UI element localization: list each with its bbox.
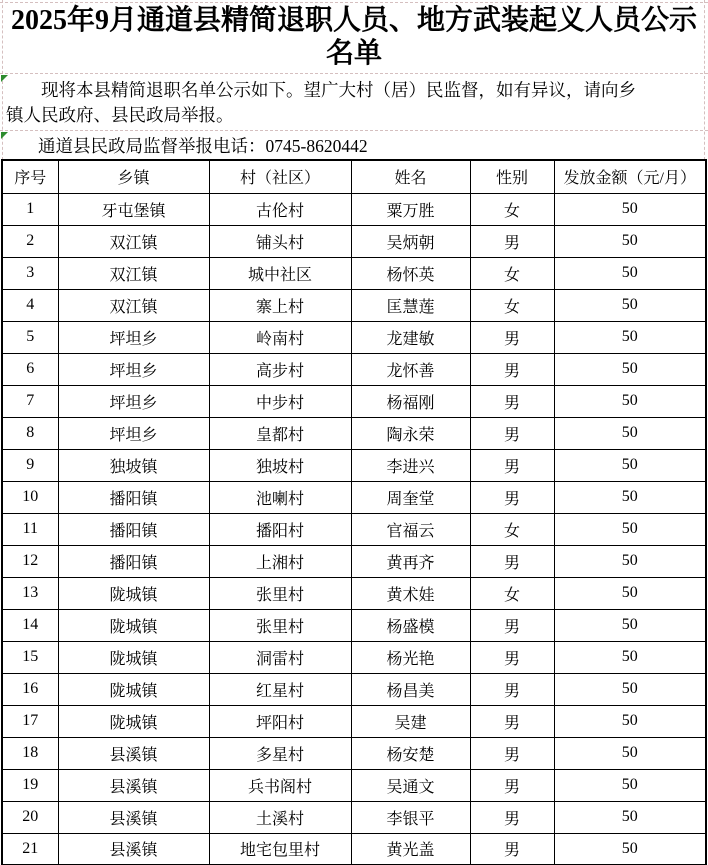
cell-township: 坪坦乡 — [58, 385, 209, 417]
cell-gender: 男 — [470, 769, 554, 801]
cell-village: 池喇村 — [209, 481, 351, 513]
cell-index: 8 — [2, 417, 58, 449]
page-title: 2025年9月通道县精简退职人员、地方武装起义人员公示名单 — [10, 5, 697, 69]
cell-gender: 男 — [470, 449, 554, 481]
cell-village: 岭南村 — [209, 321, 351, 353]
cell-name: 匡慧莲 — [351, 289, 470, 321]
cell-amount: 50 — [554, 641, 706, 673]
cell-township: 陇城镇 — [58, 641, 209, 673]
cell-name: 杨盛模 — [351, 609, 470, 641]
cell-village: 独坡村 — [209, 449, 351, 481]
cell-index: 4 — [2, 289, 58, 321]
cell-gender: 女 — [470, 513, 554, 545]
dashed-gridline-top — [0, 2, 708, 3]
cell-index: 17 — [2, 705, 58, 737]
cell-township: 县溪镇 — [58, 737, 209, 769]
cell-village: 张里村 — [209, 609, 351, 641]
cell-village: 地宅包里村 — [209, 833, 351, 865]
table-row — [2, 385, 706, 417]
cell-village: 寨上村 — [209, 289, 351, 321]
table-row — [2, 257, 706, 289]
header-village: 村（社区） — [209, 160, 351, 193]
table-row — [2, 193, 706, 225]
cell-index: 1 — [2, 193, 58, 225]
cell-gender: 女 — [470, 193, 554, 225]
cell-name: 杨福刚 — [351, 385, 470, 417]
cell-township: 坪坦乡 — [58, 353, 209, 385]
cell-name: 黄再齐 — [351, 545, 470, 577]
cell-name: 杨安楚 — [351, 737, 470, 769]
table-row — [2, 737, 706, 769]
table-row — [2, 801, 706, 833]
cell-village: 上湘村 — [209, 545, 351, 577]
cell-index: 21 — [2, 833, 58, 865]
cell-gender: 男 — [470, 225, 554, 257]
cell-amount: 50 — [554, 609, 706, 641]
comment-indicator-icon — [1, 132, 8, 139]
table-row — [2, 513, 706, 545]
cell-index: 18 — [2, 737, 58, 769]
header-amount: 发放金额（元/月） — [554, 160, 706, 193]
cell-village: 高步村 — [209, 353, 351, 385]
cell-index: 14 — [2, 609, 58, 641]
header-name: 姓名 — [351, 160, 470, 193]
table-row — [2, 769, 706, 801]
cell-amount: 50 — [554, 513, 706, 545]
cell-name: 吴炳朝 — [351, 225, 470, 257]
cell-township: 播阳镇 — [58, 513, 209, 545]
cell-gender: 女 — [470, 289, 554, 321]
cell-village: 坪阳村 — [209, 705, 351, 737]
cell-gender: 男 — [470, 417, 554, 449]
cell-gender: 男 — [470, 833, 554, 865]
table-header-row — [2, 160, 706, 193]
table-row — [2, 673, 706, 705]
table-body — [2, 193, 706, 865]
cell-amount: 50 — [554, 769, 706, 801]
cell-amount: 50 — [554, 417, 706, 449]
cell-gender: 男 — [470, 673, 554, 705]
cell-gender: 男 — [470, 705, 554, 737]
cell-index: 15 — [2, 641, 58, 673]
cell-township: 独坡镇 — [58, 449, 209, 481]
cell-village: 皇都村 — [209, 417, 351, 449]
cell-amount: 50 — [554, 385, 706, 417]
cell-township: 陇城镇 — [58, 705, 209, 737]
cell-gender: 男 — [470, 737, 554, 769]
cell-amount: 50 — [554, 193, 706, 225]
cell-village: 张里村 — [209, 577, 351, 609]
cell-amount: 50 — [554, 737, 706, 769]
table-row — [2, 545, 706, 577]
table-row — [2, 833, 706, 865]
cell-amount: 50 — [554, 577, 706, 609]
cell-gender: 男 — [470, 481, 554, 513]
cell-village: 中步村 — [209, 385, 351, 417]
dashed-gridline-below-title — [0, 73, 708, 74]
cell-name: 陶永荣 — [351, 417, 470, 449]
cell-index: 3 — [2, 257, 58, 289]
header-township: 乡镇 — [58, 160, 209, 193]
cell-index: 19 — [2, 769, 58, 801]
cell-village: 城中社区 — [209, 257, 351, 289]
cell-village: 红星村 — [209, 673, 351, 705]
cell-township: 县溪镇 — [58, 801, 209, 833]
cell-amount: 50 — [554, 257, 706, 289]
table-row — [2, 449, 706, 481]
cell-village: 古伦村 — [209, 193, 351, 225]
cell-amount: 50 — [554, 321, 706, 353]
cell-village: 土溪村 — [209, 801, 351, 833]
cell-gender: 男 — [470, 609, 554, 641]
cell-township: 双江镇 — [58, 257, 209, 289]
cell-index: 13 — [2, 577, 58, 609]
cell-amount: 50 — [554, 481, 706, 513]
cell-gender: 女 — [470, 577, 554, 609]
cell-gender: 女 — [470, 257, 554, 289]
table-row — [2, 641, 706, 673]
cell-index: 5 — [2, 321, 58, 353]
cell-amount: 50 — [554, 353, 706, 385]
intro-paragraph: 现将本县精简退职名单公示如下。望广大村（居）民监督，如有异议，请向乡镇人民政府、县民政局举报。 — [6, 80, 636, 125]
header-gender: 性别 — [470, 160, 554, 193]
cell-name: 黄光盖 — [351, 833, 470, 865]
cell-gender: 男 — [470, 353, 554, 385]
cell-index: 2 — [2, 225, 58, 257]
cell-amount: 50 — [554, 705, 706, 737]
cell-name: 吴通文 — [351, 769, 470, 801]
cell-name: 杨昌美 — [351, 673, 470, 705]
cell-village: 洞雷村 — [209, 641, 351, 673]
cell-township: 双江镇 — [58, 225, 209, 257]
cell-gender: 男 — [470, 545, 554, 577]
cell-name: 龙怀善 — [351, 353, 470, 385]
cell-gender: 男 — [470, 321, 554, 353]
table-row — [2, 321, 706, 353]
cell-amount: 50 — [554, 833, 706, 865]
table-row — [2, 481, 706, 513]
cell-gender: 男 — [470, 801, 554, 833]
header-index: 序号 — [2, 160, 58, 193]
cell-name: 杨光艳 — [351, 641, 470, 673]
table-row — [2, 225, 706, 257]
cell-amount: 50 — [554, 289, 706, 321]
cell-name: 李进兴 — [351, 449, 470, 481]
cell-name: 吴建 — [351, 705, 470, 737]
cell-name: 官福云 — [351, 513, 470, 545]
cell-name: 周奎堂 — [351, 481, 470, 513]
cell-index: 16 — [2, 673, 58, 705]
announcement-table — [1, 159, 707, 865]
cell-name: 黄术娃 — [351, 577, 470, 609]
cell-township: 县溪镇 — [58, 769, 209, 801]
cell-index: 11 — [2, 513, 58, 545]
table-row — [2, 609, 706, 641]
cell-name: 杨怀英 — [351, 257, 470, 289]
cell-township: 播阳镇 — [58, 545, 209, 577]
cell-township: 陇城镇 — [58, 673, 209, 705]
cell-township: 牙屯堡镇 — [58, 193, 209, 225]
cell-township: 陇城镇 — [58, 577, 209, 609]
cell-amount: 50 — [554, 449, 706, 481]
cell-village: 播阳村 — [209, 513, 351, 545]
cell-index: 9 — [2, 449, 58, 481]
cell-township: 陇城镇 — [58, 609, 209, 641]
cell-village: 铺头村 — [209, 225, 351, 257]
cell-township: 县溪镇 — [58, 833, 209, 865]
hotline-line: 通道县民政局监督举报电话：0745-8620442 — [38, 136, 368, 156]
table-row — [2, 289, 706, 321]
cell-index: 7 — [2, 385, 58, 417]
table-row — [2, 417, 706, 449]
table-row — [2, 577, 706, 609]
cell-name: 龙建敏 — [351, 321, 470, 353]
cell-index: 12 — [2, 545, 58, 577]
cell-name: 李银平 — [351, 801, 470, 833]
cell-index: 20 — [2, 801, 58, 833]
dashed-gridline-below-intro — [0, 130, 708, 131]
cell-index: 10 — [2, 481, 58, 513]
cell-village: 多星村 — [209, 737, 351, 769]
cell-gender: 男 — [470, 641, 554, 673]
cell-amount: 50 — [554, 801, 706, 833]
cell-township: 坪坦乡 — [58, 321, 209, 353]
table-row — [2, 705, 706, 737]
cell-name: 粟万胜 — [351, 193, 470, 225]
cell-amount: 50 — [554, 673, 706, 705]
cell-township: 播阳镇 — [58, 481, 209, 513]
cell-amount: 50 — [554, 225, 706, 257]
cell-gender: 男 — [470, 385, 554, 417]
cell-township: 双江镇 — [58, 289, 209, 321]
cell-amount: 50 — [554, 545, 706, 577]
cell-township: 坪坦乡 — [58, 417, 209, 449]
cell-village: 兵书阁村 — [209, 769, 351, 801]
table-row — [2, 353, 706, 385]
cell-index: 6 — [2, 353, 58, 385]
